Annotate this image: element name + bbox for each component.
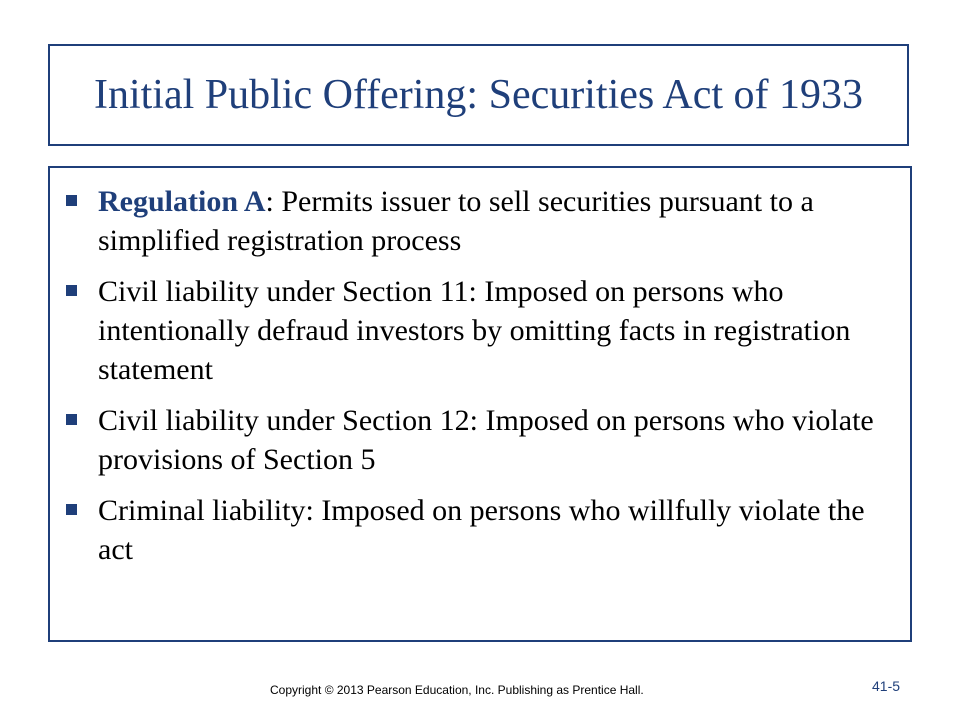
copyright-footer: Copyright © 2013 Pearson Education, Inc. Publishing as Prentice Hall. — [270, 683, 644, 697]
bullet-list — [60, 182, 896, 581]
bullet-text: Civil liability under Section 11: Imposed on persons who intentionally defraud investors by omitting facts in registration statement — [98, 275, 851, 386]
bullet-item-regulation-a — [60, 182, 896, 260]
square-bullet-icon — [66, 504, 77, 515]
title-box — [48, 44, 909, 146]
bullet-item-criminal-liability — [60, 491, 896, 569]
content-box — [48, 166, 912, 642]
bullet-item-section-11 — [60, 272, 896, 389]
bullet-text: : Permits issuer to sell securities pursuant to a simplified registration process — [98, 185, 814, 257]
bullet-text: Civil liability under Section 12: Imposed on persons who violate provisions of Section 5 — [98, 404, 874, 476]
slide-number: 41-5 — [872, 678, 901, 694]
bullet-text: Criminal liability: Imposed on persons who willfully violate the act — [98, 494, 865, 566]
bullet-item-section-12 — [60, 401, 896, 479]
square-bullet-icon — [66, 195, 77, 206]
slide-title: Initial Public Offering: Securities Act of 1933 — [93, 72, 864, 118]
square-bullet-icon — [66, 414, 77, 425]
square-bullet-icon — [66, 285, 77, 296]
bullet-bold-text: Regulation A — [98, 185, 266, 218]
